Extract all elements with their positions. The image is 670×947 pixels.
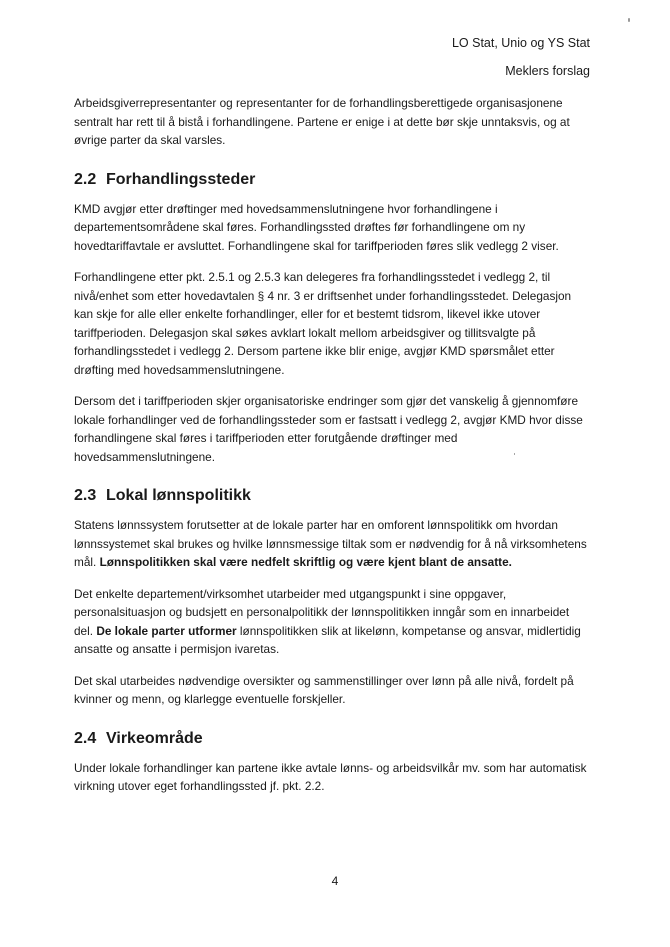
- section-number: 2.2: [74, 170, 97, 188]
- section-2-2-heading: [74, 170, 590, 190]
- paragraph: [74, 516, 590, 572]
- header-parties: LO Stat, Unio og YS Stat: [451, 36, 590, 50]
- paragraph-text: Statens lønnssystem forutsetter at de lokale parter har en omforent lønnspolitikk om hvordan lønnssystemet skal brukes og hvilke lønnsmessige tiltak som er nødvendig for å nå virksomhetens mål.: [74, 518, 587, 569]
- section-title: Lokal lønnspolitikk: [106, 487, 251, 504]
- intro-paragraph: Arbeidsgiverrepresentanter og representanter for de forhandlingsberettigede organisasjonene sentralt har rett til å bistå i forhandlingene. Partene er enige i at dette bør skje unntaksvis, og at øvrige parter da skal varsles.: [74, 96, 570, 147]
- scan-speck: [628, 18, 630, 22]
- section-2-4-heading: [74, 729, 590, 749]
- paragraph: KMD avgjør etter drøftinger med hovedsammenslutningene hvor forhandlingene i departementsområdene skal føres. Forhandlingssted drøftes før forhandlingene om ny hovedtariffavtale er avsluttet. Forhandlingene skal for tariffperioden føres slik vedlegg 2 viser.: [74, 201, 559, 253]
- paragraph: Det skal utarbeides nødvendige oversikter og sammenstillinger over lønn på alle nivå, fordelt på kvinner og menn, og klarlegge eventuelle forskjeller.: [74, 673, 574, 706]
- bold-statement: De lokale parter utformer: [96, 623, 237, 638]
- page-number: 4: [331, 874, 339, 888]
- paragraph-text: lønnspolitikken slik at likelønn, kompetanse og ansvar, midlertidig ansatte og ansatte i permisjon ivaretas.: [74, 623, 581, 656]
- section-number: 2.3: [74, 487, 97, 504]
- section-title: Forhandlingssteder: [106, 170, 256, 188]
- scan-speck: [514, 453, 515, 455]
- paragraph: Dersom det i tariffperioden skjer organisatoriske endringer som gjør det vanskelig å gjennomføre lokale forhandlinger ved de forhandlingssteder som er fastsatt i vedlegg 2, avgjør KMD hvor disse forhandlingene skal føres i tariffperioden etter forutgående drøftinger med hovedsammenslutningene.: [74, 394, 583, 464]
- paragraph: Forhandlingene etter pkt. 2.5.1 og 2.5.3 kan delegeres fra forhandlingsstedet i vedlegg 2, til nivå/enhet som etter hovedavtalen § 4 nr. 3 er driftsenhet under forhandlingsstedet. Delegasjon kan skje for alle eller enkelte forhandlinger, eller for et bestemt tidsrom, likevel ikke utover tariffperioden. Delegasjon skal søkes avklart lokalt mellom arbeidsgiver og tillitsvalgte på forhandlingsstedet i vedlegg 2. Dersom partene ikke blir enige, avgjør KMD spørsmålet etter drøfting med hovedsammenslutningene.: [74, 270, 572, 377]
- header-subtitle: Meklers forslag: [505, 64, 590, 78]
- bold-statement: Lønnspolitikken skal være nedfelt skriftlig og være kjent blant de ansatte.: [99, 555, 512, 569]
- section-2-3-heading: [74, 486, 590, 506]
- section-number: 2.4: [74, 729, 97, 747]
- document-body: [74, 94, 590, 809]
- section-title: Virkeområde: [106, 729, 203, 747]
- paragraph: [74, 585, 590, 659]
- paragraph: Under lokale forhandlinger kan partene ikke avtale lønns- og arbeidsvilkår mv. som har automatisk virkning utover eget forhandlingssted jf. pkt. 2.2.: [74, 760, 587, 793]
- paragraph-text: Det enkelte departement/virksomhet utarbeider med utgangspunkt i sine oppgaver, personalsituasjon og budsjett en personalpolitikk der lønnspolitikken inngår som en innarbeidet del.: [74, 586, 570, 638]
